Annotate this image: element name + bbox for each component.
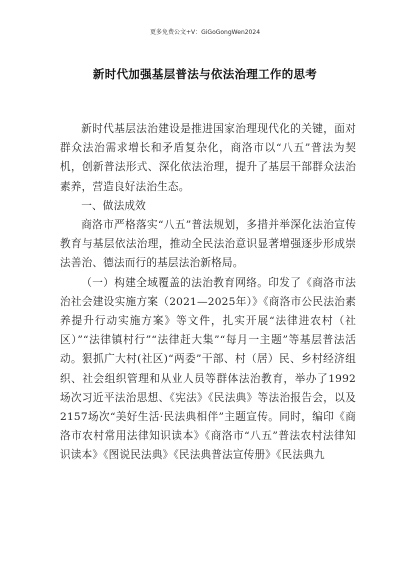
section-heading: 一、做法成效 — [81, 199, 146, 212]
header-note: 更多免费公文+V：GiGoGongWen2024 — [149, 29, 261, 36]
document-body — [60, 120, 356, 466]
section-paragraph: 商洛市严格落实“八五”普法规划，多措并举深化法治宣传教育与基层依法治理，推动全民法治意识显著增强逐步形成崇法善治、德法而行的基层法治新格局。 — [60, 219, 356, 270]
intro-paragraph: 新时代基层法治建设是推进国家治理现代化的关键，面对群众法治需求增长和矛盾复杂化，商洛市以“八五”普法为契机，创新普法形式、深化依法治理，提升了基层干部群众法治素养，营造良好法治生态。 — [60, 123, 356, 193]
subsection-paragraph: （一）构建全域覆盖的法治教育网络。印发了《商洛市法治社会建设实施方案（2021—2025年）》《商洛市公民法治素养提升行动实施方案》等文件，扎实开展“法律进农村（社区）”“法律镇村行”“法律赶大集”“每月一主题”等基层普法活动。狠抓广大村(社区)“两委”干部、村（居）民、乡村经济组织、社会组织管理和从业人员等群体法治教育，举办了1992场次习近平法治思想、《宪法》《民法典》等法治报告会，以及2157场次“美好生活·民法典相伴”主题宣传。同时，编印《商洛市农村常用法律知识读本》《商洛市“八五”普法农村法律知识读本》《图说民法典》《民法典普法宣传册》《民法典九 — [60, 276, 356, 462]
document-title: 新时代加强基层普法与依法治理工作的思考 — [92, 67, 318, 81]
